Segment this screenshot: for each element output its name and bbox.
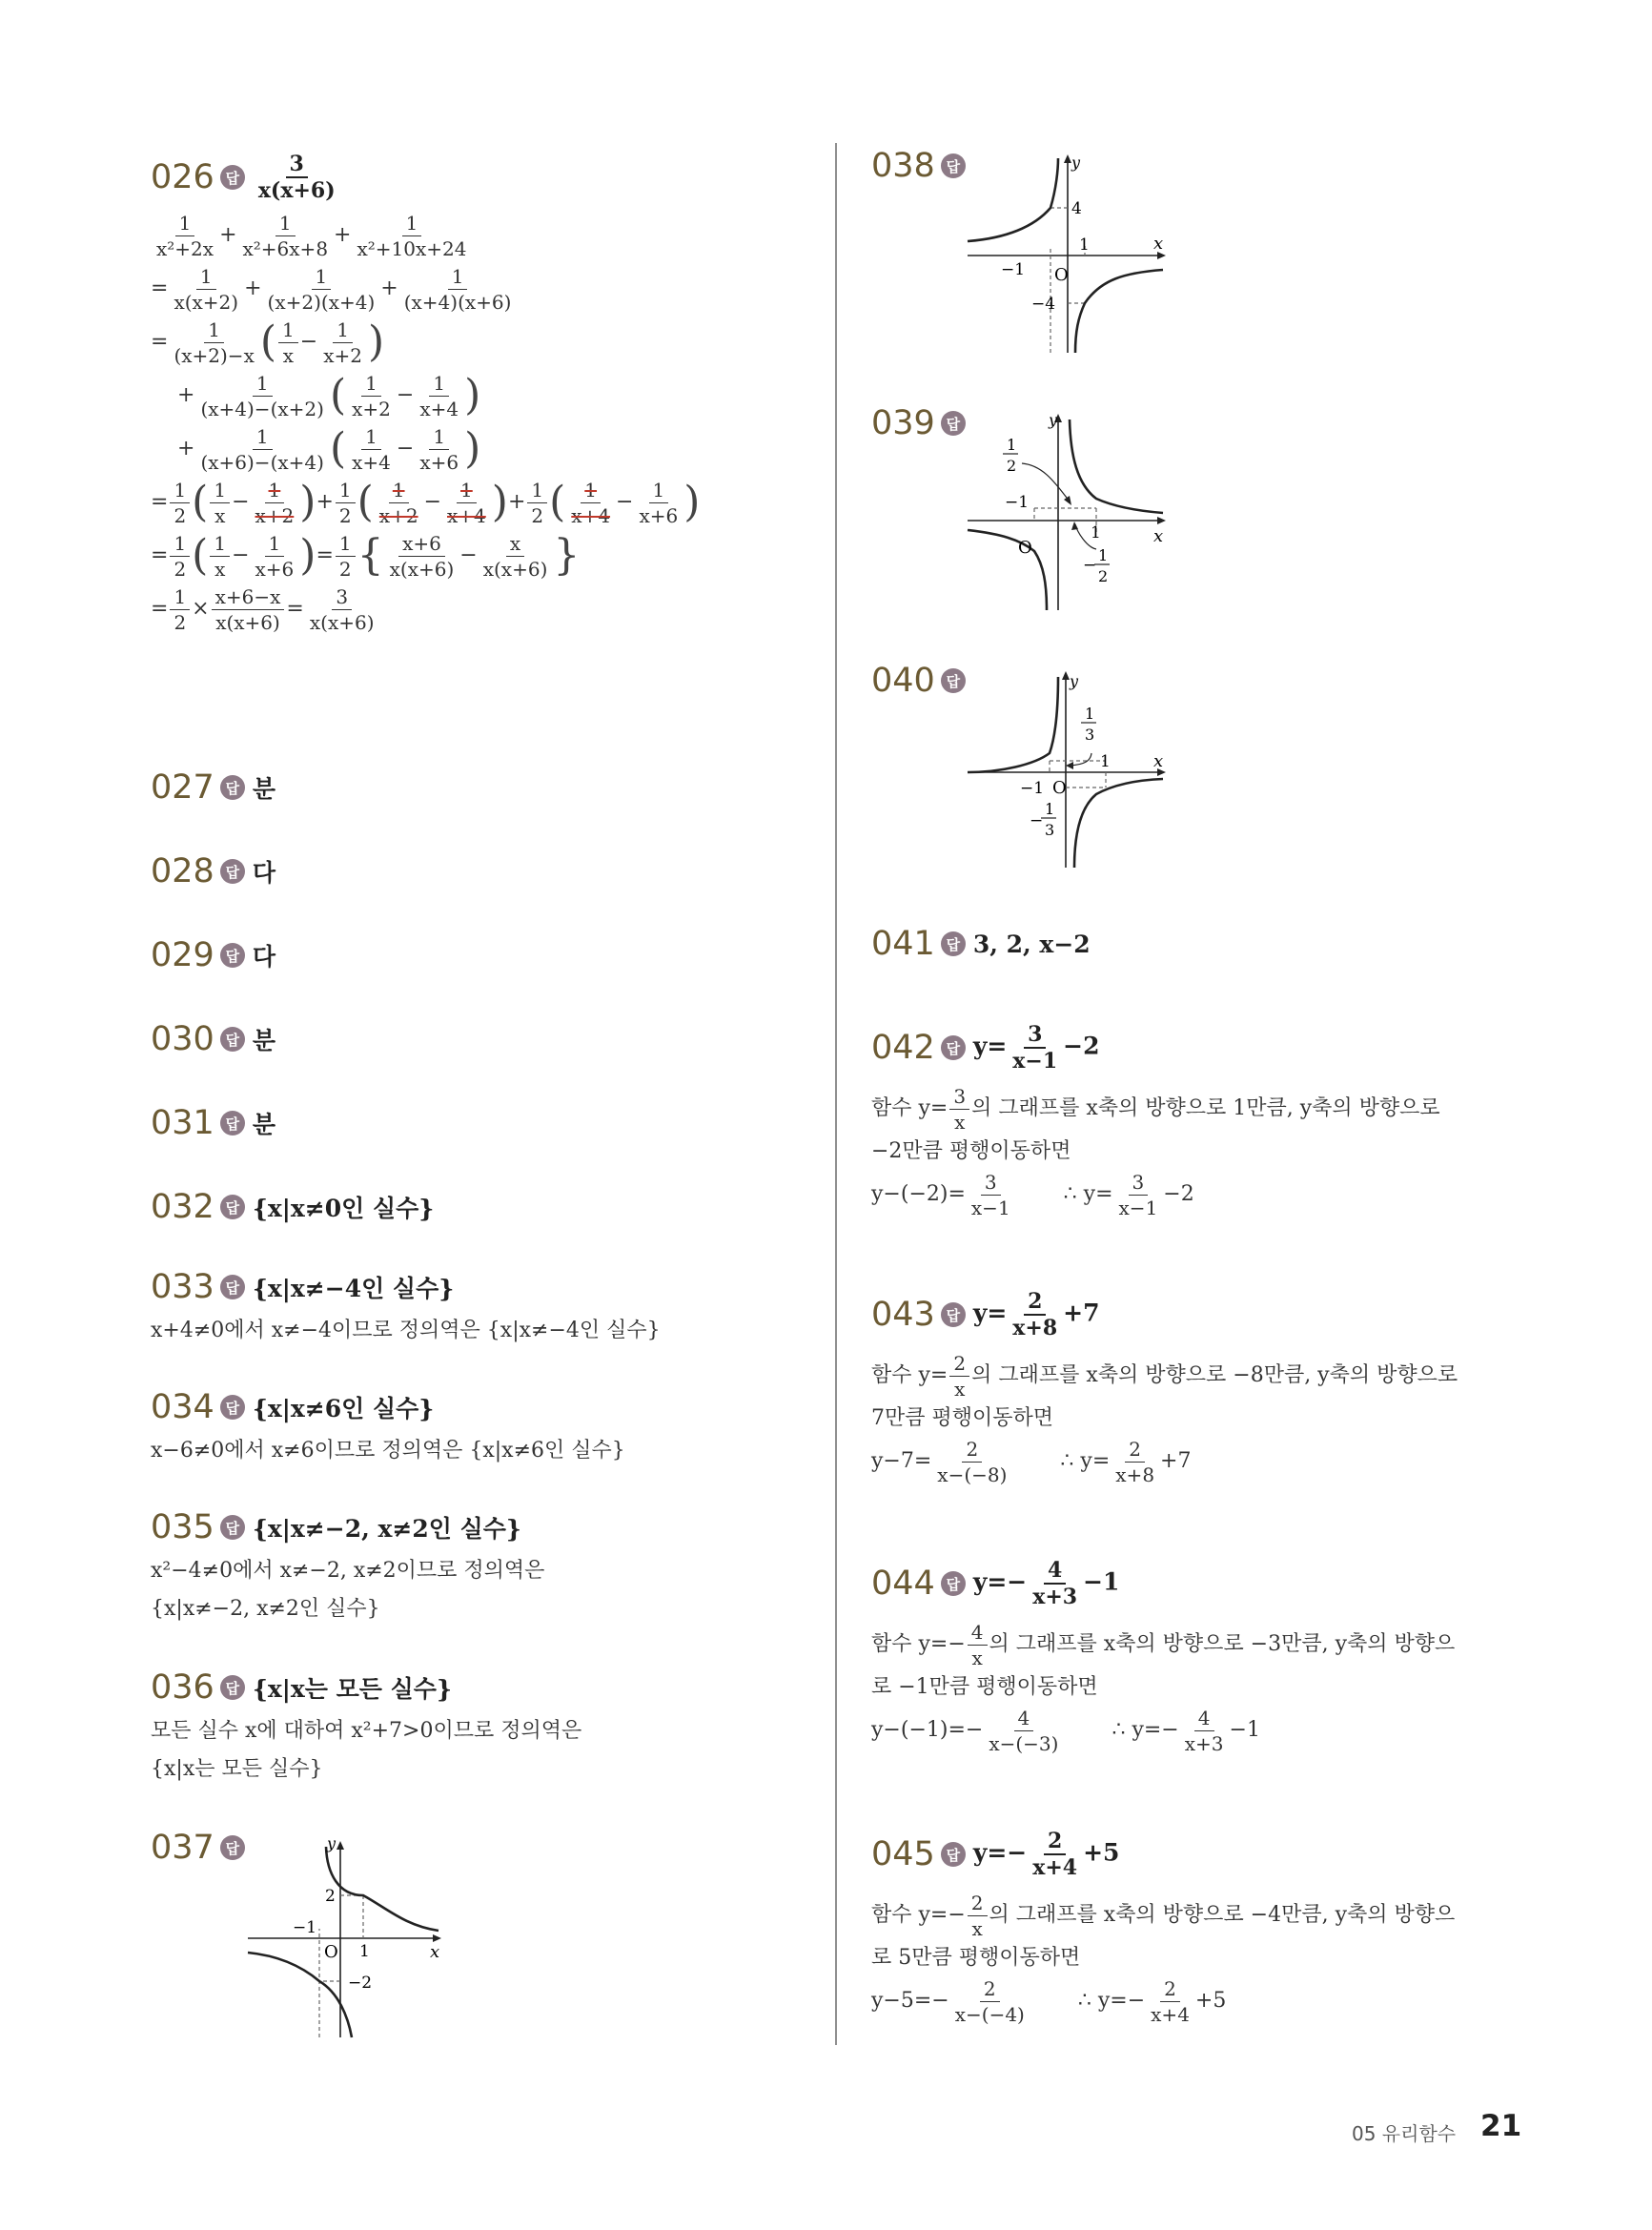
tick-label: 1 (1007, 436, 1017, 454)
axis-label-x: x (430, 1942, 440, 1962)
explanation-line-3: y−7= $\frac{2}{x-(-8)}$ ∴ y= $\frac{2}{x+8}$ +7 (871, 1437, 1192, 1486)
step-3: = $\frac{1}{(x+2)-x}$ ( $\frac{1}{x}$ − $\frac{1}{x+2}$ ) (151, 317, 385, 367)
answer: 3, 2, x−2 (972, 930, 1091, 958)
tick-label: 3 (1045, 821, 1055, 839)
problem-043 (871, 1285, 1458, 1485)
problem-number: 029 (151, 936, 214, 974)
tick-label: −1 (1001, 260, 1026, 279)
answer-badge: 답 (220, 1111, 245, 1135)
answer: y= $\frac{3}{x-1}$ −2 (972, 1022, 1100, 1074)
tick-label: −1 (1020, 779, 1045, 798)
answer-badge: 답 (220, 1515, 245, 1540)
explanation: x−6≠0에서 x≠6이므로 정의역은 {x|x≠6인 실수} (151, 1439, 625, 1463)
answer-badge: 답 (941, 153, 966, 178)
tick-label: −1 (1005, 493, 1030, 512)
origin-label: O (324, 1942, 338, 1962)
axis-label-y: y (327, 1835, 337, 1852)
answer: 분 (252, 1111, 275, 1138)
step-5: + $\frac{1}{(x+6)-(x+4)}$ ( $\frac{1}{x+4}$ − $\frac{1}{x+6}$ ) (177, 424, 481, 474)
step-6: = $\frac{1}{2}$ ( $\frac{1}{x}$ − $\frac{1}{x+2}$ ) + $\frac{1}{2}$ ( $\frac{1}{x+2}$ − $\frac{1}{x+4}$ ) + $\frac{1}{2}$ ( $\frac{1}{x+4}$ − $\frac{1}{x+6}$ ) (151, 478, 701, 527)
problem-number: 033 (151, 1268, 214, 1306)
explanation-line-3: y−5=− $\frac{2}{x-(-4)}$ ∴ y=− $\frac{2}{x+4}$ +5 (871, 1976, 1227, 2026)
problem-number: 045 (871, 1835, 935, 1873)
explanation-line-2: {x|x는 모든 실수} (151, 1757, 323, 1781)
answer-badge: 답 (220, 165, 245, 190)
axis-label-y: y (1071, 153, 1081, 172)
explanation-line-1: x²−4≠0에서 x≠−2, x≠2이므로 정의역은 (151, 1559, 545, 1583)
problem-number: 038 (871, 147, 935, 185)
problem-038 (871, 141, 973, 191)
problem-number: 036 (151, 1668, 214, 1707)
answer-badge: 답 (941, 1035, 966, 1060)
explanation-line-1: 함수 y=− $\frac{2}{x}$ 의 그래프를 x축의 방향으로 −4만큼, y축의 방향으 (871, 1891, 1456, 1940)
graph-038 (963, 151, 1173, 356)
problem-037 (151, 1823, 253, 1872)
problem-number: 042 (871, 1029, 935, 1067)
step-1: $\frac{1}{\text{x²+2x}}$ + $\frac{1}{\text{x²+6x+8}}$ + $\frac{1}{\text{x²+10x+24}}$ (156, 211, 467, 260)
step-2: = $\frac{1}{x(x+2)}$ + $\frac{1}{(x+2)(x+4)}$ + $\frac{1}{(x+4)(x+6)}$ (151, 264, 512, 314)
explanation: x+4≠0에서 x≠−4이므로 정의역은 {x|x≠−4인 실수} (151, 1319, 661, 1342)
tick-label: 1 (1091, 523, 1101, 542)
problem-number: 041 (871, 925, 935, 963)
step-4: + $\frac{1}{(x+4)-(x+2)}$ ( $\frac{1}{x+2}$ − $\frac{1}{x+4}$ ) (177, 371, 481, 420)
axis-label-y: y (1070, 672, 1079, 690)
graph-040 (963, 665, 1173, 870)
origin-label: O (1054, 265, 1069, 285)
answer: y=− $\frac{2}{x+4}$ +5 (972, 1829, 1120, 1880)
column-divider (835, 143, 837, 2045)
problem-number: 027 (151, 768, 214, 807)
answer: $\frac{3}{x(x+6)}$ (257, 152, 336, 203)
problem-033 (151, 1262, 661, 1350)
problem-number: 044 (871, 1565, 935, 1603)
answer-badge: 답 (220, 1835, 245, 1860)
problem-041 (871, 919, 1091, 969)
answer-badge: 답 (220, 943, 245, 968)
tick-label: 1 (1079, 235, 1090, 255)
chapter-label: 05 유리함수 (1352, 2122, 1457, 2145)
tick-label: 3 (1085, 726, 1095, 744)
tick-label: 1 (1098, 546, 1109, 564)
answer: 분 (252, 775, 275, 803)
problem-028 (151, 847, 275, 896)
tick-label: −2 (348, 1974, 373, 1993)
problem-number: 035 (151, 1508, 214, 1546)
tick-label: 1 (1100, 752, 1111, 771)
answer-badge: 답 (941, 1842, 966, 1867)
explanation-line-2: −2만큼 평행이동하면 (871, 1139, 1071, 1163)
answer-badge: 답 (220, 775, 245, 800)
origin-label: O (1052, 778, 1067, 798)
step-7: = $\frac{1}{2}$ ( $\frac{1}{x}$ − $\frac{1}{x+6}$ ) = $\frac{1}{2}$ { $\frac{x+6}{x(x+6)}$ − $\frac{x}{x(x+6)}$ } (151, 531, 581, 581)
problem-040 (871, 656, 973, 706)
graph-037 (243, 1835, 448, 2040)
answer: 분 (252, 1027, 275, 1054)
answer-badge: 답 (941, 411, 966, 436)
explanation-line-1: 함수 y= $\frac{2}{x}$ 의 그래프를 x축의 방향으로 −8만큼, y축의 방향으로 (871, 1351, 1458, 1401)
problem-number: 031 (151, 1104, 214, 1142)
answer-badge: 답 (220, 1275, 245, 1299)
problem-031 (151, 1098, 275, 1148)
explanation-line-2: {x|x≠−2, x≠2인 실수} (151, 1597, 380, 1621)
answer-badge: 답 (941, 1302, 966, 1327)
problem-036 (151, 1663, 581, 1789)
answer-badge: 답 (941, 931, 966, 956)
problem-032 (151, 1182, 434, 1232)
problem-026 (151, 153, 700, 633)
answer: y=− $\frac{4}{x+3}$ −1 (972, 1558, 1120, 1609)
explanation-line-2: 로 −1만큼 평행이동하면 (871, 1675, 1098, 1699)
answer-badge: 답 (220, 1675, 245, 1700)
explanation-line-2: 로 5만큼 평행이동하면 (871, 1946, 1081, 1970)
explanation-line-3: y−(−2)= $\frac{3}{x-1}$ ∴ y= $\frac{3}{x-1}$ −2 (871, 1170, 1194, 1219)
graph-039 (963, 408, 1173, 613)
answer: {x|x≠6인 실수} (252, 1395, 435, 1422)
problem-number: 034 (151, 1388, 214, 1426)
answer: {x|x≠−2, x≠2인 실수} (252, 1515, 521, 1543)
answer-badge: 답 (941, 668, 966, 693)
tick-label: 1 (359, 1942, 370, 1961)
problem-number: 032 (151, 1188, 214, 1226)
explanation-line-3: y−(−1)=− $\frac{4}{x-(-3)}$ ∴ y=− $\frac{4}{x+3}$ −1 (871, 1706, 1260, 1755)
problem-044 (871, 1554, 1455, 1754)
problem-number: 030 (151, 1020, 214, 1058)
answer: y= $\frac{2}{x+8}$ +7 (972, 1289, 1100, 1340)
problem-number: 040 (871, 662, 935, 700)
explanation-line-1: 함수 y= $\frac{3}{x}$ 의 그래프를 x축의 방향으로 1만큼, y축의 방향으로 (871, 1084, 1440, 1134)
explanation-line-1: 함수 y=− $\frac{4}{x}$ 의 그래프를 x축의 방향으로 −3만큼, y축의 방향으 (871, 1620, 1456, 1669)
tick-label: 2 (325, 1887, 336, 1906)
problem-035 (151, 1503, 544, 1628)
tick-label: −4 (1031, 295, 1056, 314)
axis-label-x: x (1153, 234, 1164, 254)
step-8: = $\frac{1}{2}$ × $\frac{x+6-x}{x(x+6)}$ = $\frac{3}{x(x+6)}$ (151, 584, 375, 634)
problem-number: 026 (151, 158, 214, 196)
answer: {x|x≠−4인 실수} (252, 1275, 455, 1302)
explanation-line-1: 모든 실수 x에 대하여 x²+7>0이므로 정의역은 (151, 1719, 582, 1743)
answer-badge: 답 (220, 1027, 245, 1052)
problem-039 (871, 399, 973, 448)
problem-042 (871, 1018, 1440, 1218)
problem-number: 037 (151, 1829, 214, 1867)
tick-label: − (1083, 556, 1097, 575)
tick-label: 1 (1085, 705, 1095, 723)
axis-label-x: x (1153, 526, 1164, 546)
tick-label: − (1030, 811, 1044, 830)
problem-027 (151, 763, 275, 812)
problem-number: 043 (871, 1296, 935, 1334)
problem-034 (151, 1382, 625, 1470)
answer-badge: 답 (220, 1195, 245, 1219)
problem-number: 028 (151, 852, 214, 890)
tick-label: 4 (1071, 199, 1082, 218)
explanation-line-2: 7만큼 평행이동하면 (871, 1406, 1054, 1430)
problem-number: 039 (871, 404, 935, 442)
answer: 다 (252, 859, 275, 887)
answer: {x|x는 모든 실수} (252, 1675, 453, 1703)
solution-steps (151, 212, 700, 633)
answer-badge: 답 (220, 1395, 245, 1420)
answer-badge: 답 (941, 1571, 966, 1596)
problem-045 (871, 1825, 1455, 2025)
answer: {x|x≠0인 실수} (252, 1195, 435, 1222)
answer-badge: 답 (220, 859, 245, 884)
tick-label: 1 (1045, 800, 1055, 818)
tick-label: 2 (1098, 567, 1109, 585)
answer: 다 (252, 943, 275, 971)
origin-label: O (1018, 538, 1032, 558)
page-number: 21 (1480, 2109, 1522, 2143)
axis-label-y: y (1049, 411, 1058, 429)
problem-030 (151, 1014, 275, 1064)
axis-label-x: x (1153, 751, 1164, 771)
tick-label: −1 (293, 1918, 317, 1937)
tick-label: 2 (1007, 457, 1017, 475)
problem-029 (151, 931, 275, 980)
